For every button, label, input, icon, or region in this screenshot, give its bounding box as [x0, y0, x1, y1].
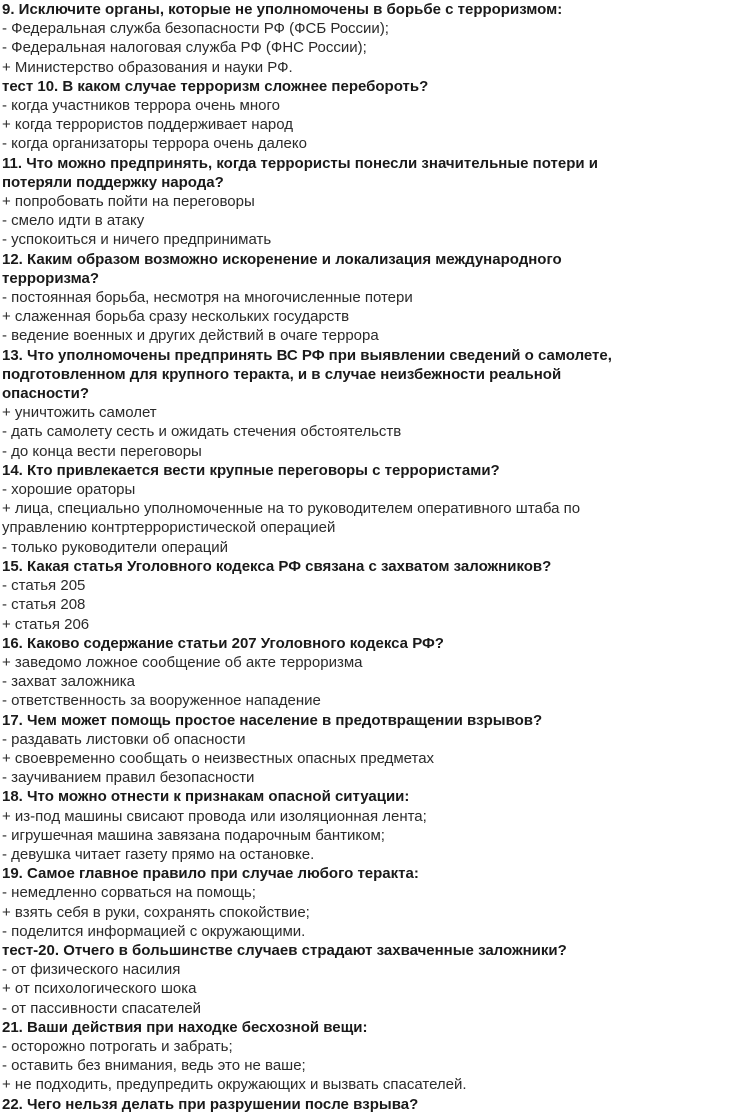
answer-option-line: - немедленно сорваться на помощь;: [2, 884, 256, 902]
question-line: 18. Что можно отнести к признакам опасной ситуации:: [2, 788, 410, 806]
question-line: 14. Кто привлекается вести крупные переговоры с террористами?: [2, 461, 500, 479]
answer-option-line: - ведение военных и других действий в очаге террора: [2, 327, 379, 345]
question-line: 12. Каким образом возможно искоренение и локализация международного: [2, 250, 562, 268]
answer-option-line: + уничтожить самолет: [2, 404, 157, 422]
question-line: терроризма?: [2, 269, 100, 287]
answer-option-line: - захват заложника: [2, 673, 135, 691]
question-line: потеряли поддержку народа?: [2, 173, 224, 191]
answer-option-line: + когда террористов поддерживает народ: [2, 116, 294, 134]
answer-option-line: - успокоиться и ничего предпринимать: [2, 231, 272, 249]
answer-option-line: + своевременно сообщать о неизвестных опасных предметах: [2, 749, 435, 767]
answer-option-line: + заведомо ложное сообщение об акте терроризма: [2, 653, 363, 671]
answer-option-line: - поделится информацией с окружающими.: [2, 922, 306, 940]
answer-option-line: - от физического насилия: [2, 961, 181, 979]
answer-option-line: + слаженная борьба сразу нескольких государств: [2, 308, 350, 326]
answer-option-line: - когда участников террора очень много: [2, 97, 280, 115]
question-line: 16. Каково содержание статьи 207 Уголовного кодекса РФ?: [2, 634, 444, 652]
question-line: 15. Какая статья Уголовного кодекса РФ связана с захватом заложников?: [2, 557, 552, 575]
answer-option-line: - постоянная борьба, несмотря на многочисленные потери: [2, 289, 413, 307]
question-line: тест-20. Отчего в большинстве случаев страдают захваченные заложники?: [2, 941, 567, 959]
answer-option-line: - раздавать листовки об опасности: [2, 730, 246, 748]
question-line: подготовленном для крупного теракта, и в случае неизбежности реальной: [2, 365, 562, 383]
question-line: 17. Чем может помощь простое население в предотвращении взрывов?: [2, 711, 543, 729]
answer-option-line: - игрушечная машина завязана подарочным бантиком;: [2, 826, 385, 844]
question-line: тест 10. В каком случае терроризм сложнее перебороть?: [2, 77, 429, 95]
answer-option-line: - от пассивности спасателей: [2, 999, 202, 1017]
question-line: 21. Ваши действия при находке бесхозной вещи:: [2, 1018, 368, 1036]
answer-option-line: + взять себя в руки, сохранять спокойствие;: [2, 903, 310, 921]
answer-option-line: + не подходить, предупредить окружающих и вызвать спасателей.: [2, 1076, 467, 1094]
answer-option-line: - только руководители операций: [2, 538, 229, 556]
answer-option-line: + Министерство образования и науки РФ.: [2, 58, 293, 76]
question-line: 13. Что уполномочены предпринять ВС РФ при выявлении сведений о самолете,: [2, 346, 612, 364]
answer-option-line: - Федеральная служба безопасности РФ (ФСБ России);: [2, 20, 389, 38]
answer-option-line: - дать самолету сесть и ожидать стечения обстоятельств: [2, 423, 402, 441]
answer-option-line: - оставить без внимания, ведь это не ваше;: [2, 1057, 306, 1075]
question-line: 9. Исключите органы, которые не уполномочены в борьбе с терроризмом:: [2, 1, 563, 18]
answer-option-line: - когда организаторы террора очень далеко: [2, 135, 307, 153]
answer-option-line: управлению контртеррористической операцией: [2, 519, 336, 537]
question-line: 22. Чего нельзя делать при разрушении после взрыва?: [2, 1095, 419, 1113]
answer-option-line: - Федеральная налоговая служба РФ (ФНС России);: [2, 39, 367, 57]
answer-option-line: - хорошие ораторы: [2, 481, 136, 499]
answer-option-line: + из-под машины свисают провода или изоляционная лента;: [2, 807, 427, 825]
answer-option-line: - осторожно потрогать и забрать;: [2, 1037, 233, 1055]
answer-option-line: - девушка читает газету прямо на остановке.: [2, 845, 315, 863]
answer-option-line: + попробовать пойти на переговоры: [2, 193, 255, 211]
answer-option-line: - ответственность за вооруженное нападение: [2, 692, 321, 710]
answer-option-line: - статья 208: [2, 596, 86, 614]
answer-option-line: - до конца вести переговоры: [2, 442, 202, 460]
answer-option-line: - заучиванием правил безопасности: [2, 769, 255, 787]
question-line: 19. Самое главное правило при случае любого теракта:: [2, 865, 419, 883]
answer-option-line: + от психологического шока: [2, 980, 197, 998]
answer-option-line: + статья 206: [2, 615, 90, 633]
question-line: опасности?: [2, 385, 90, 403]
answer-option-line: - смело идти в атаку: [2, 212, 145, 230]
question-line: 11. Что можно предпринять, когда террористы понесли значительные потери и: [2, 154, 598, 172]
answer-option-line: + лица, специально уполномоченные на то руководителем оперативного штаба по: [2, 500, 581, 518]
answer-option-line: - статья 205: [2, 577, 86, 595]
